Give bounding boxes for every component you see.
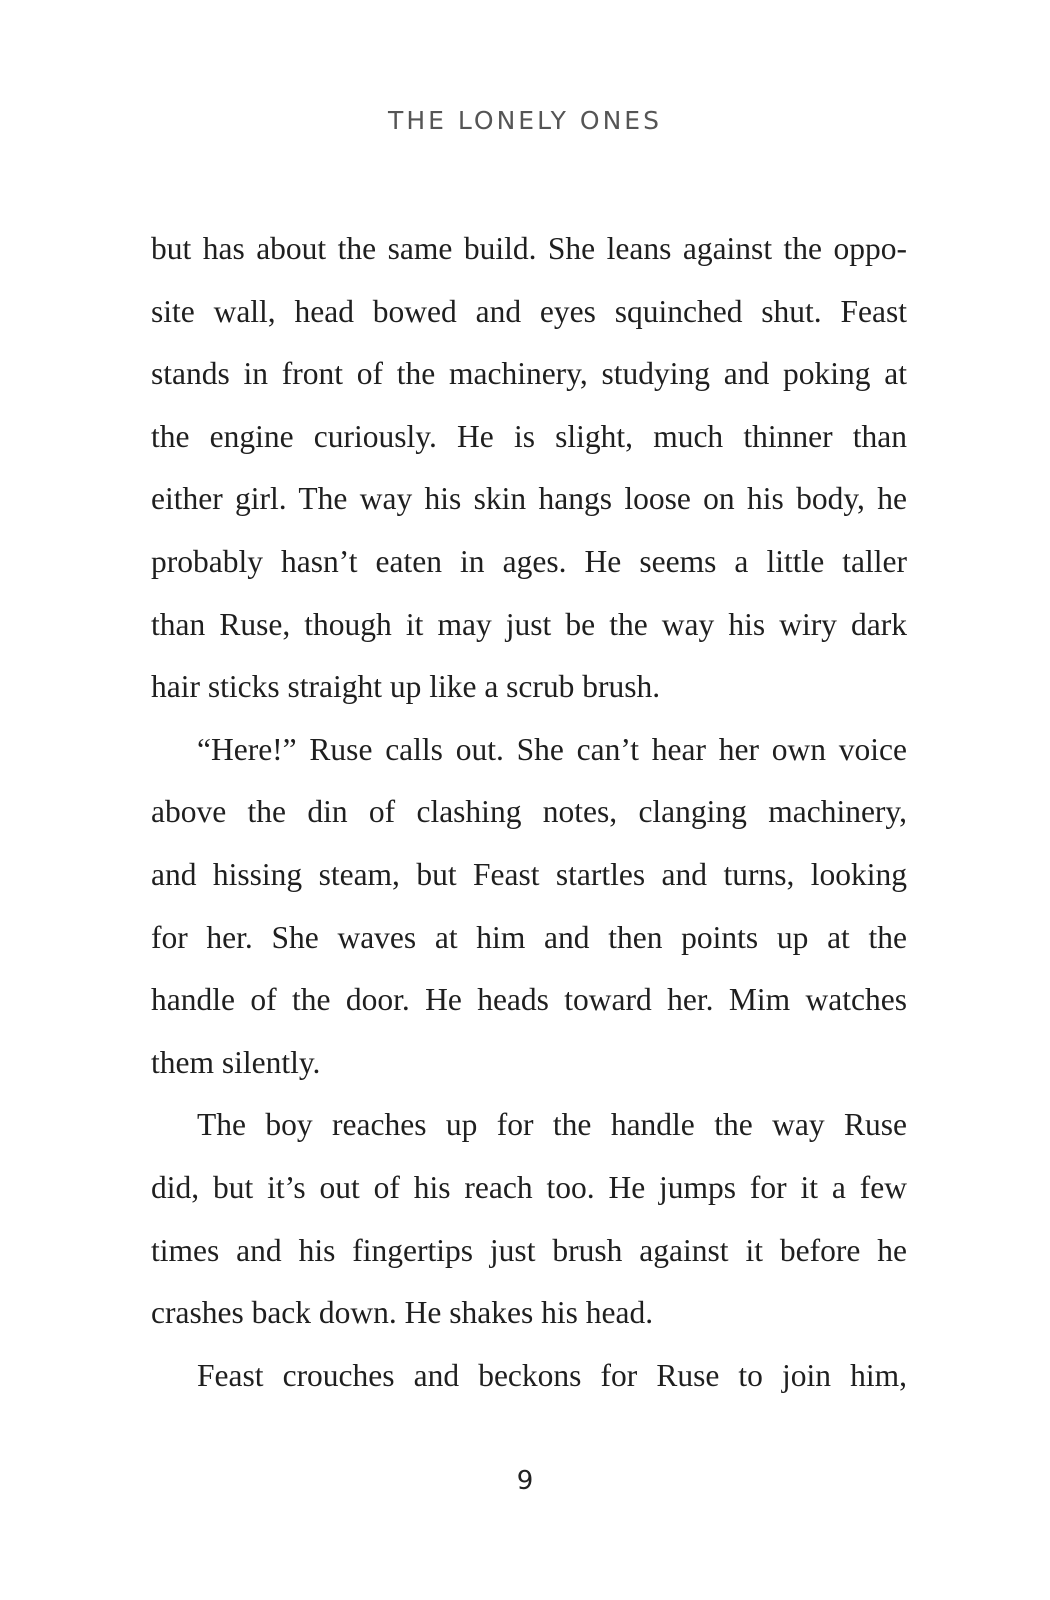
paragraph [151,719,907,1095]
text-line: them silently. [151,1044,321,1080]
body-text [151,218,907,1407]
text-line: but has about the same build. She leans against the oppo- [151,231,907,266]
page-number: 9 [516,1466,534,1496]
text-line: crashes back down. He shakes his head. [151,1295,654,1331]
text-line: “Here!” Ruse calls out. She can’t hear her own voice [197,731,907,767]
paragraph [151,1345,907,1408]
text-line: than Ruse, though it may just be the way his wiry dark [151,606,907,642]
text-line: site wall, head bowed and eyes squinched shut. Feast [151,293,907,329]
text-line: stands in front of the machinery, studying and poking at [151,356,907,392]
paragraph [151,1094,907,1344]
text-line: the engine curiously. He is slight, much thinner than [151,418,907,454]
text-line: did, but it’s out of his reach too. He jumps for it a few [151,1169,907,1205]
text-line: probably hasn’t eaten in ages. He seems a little taller [151,543,907,579]
text-line: handle of the door. He heads toward her. Mim watches [151,982,907,1018]
paragraph [151,218,907,719]
text-line: either girl. The way his skin hangs loose on his body, he [151,481,907,517]
running-head: THE LONELY ONES [388,106,662,135]
text-line: above the din of clashing notes, clanging machinery, [151,794,907,830]
text-line: Feast crouches and beckons for Ruse to join him, [197,1357,907,1393]
text-line: The boy reaches up for the handle the way Ruse [197,1107,907,1143]
text-line: for her. She waves at him and then points up at the [151,919,907,955]
text-line: hair sticks straight up like a scrub brush. [151,669,661,705]
text-line: times and his fingertips just brush against it before he [151,1232,907,1268]
text-line: and hissing steam, but Feast startles and turns, looking [151,856,907,892]
